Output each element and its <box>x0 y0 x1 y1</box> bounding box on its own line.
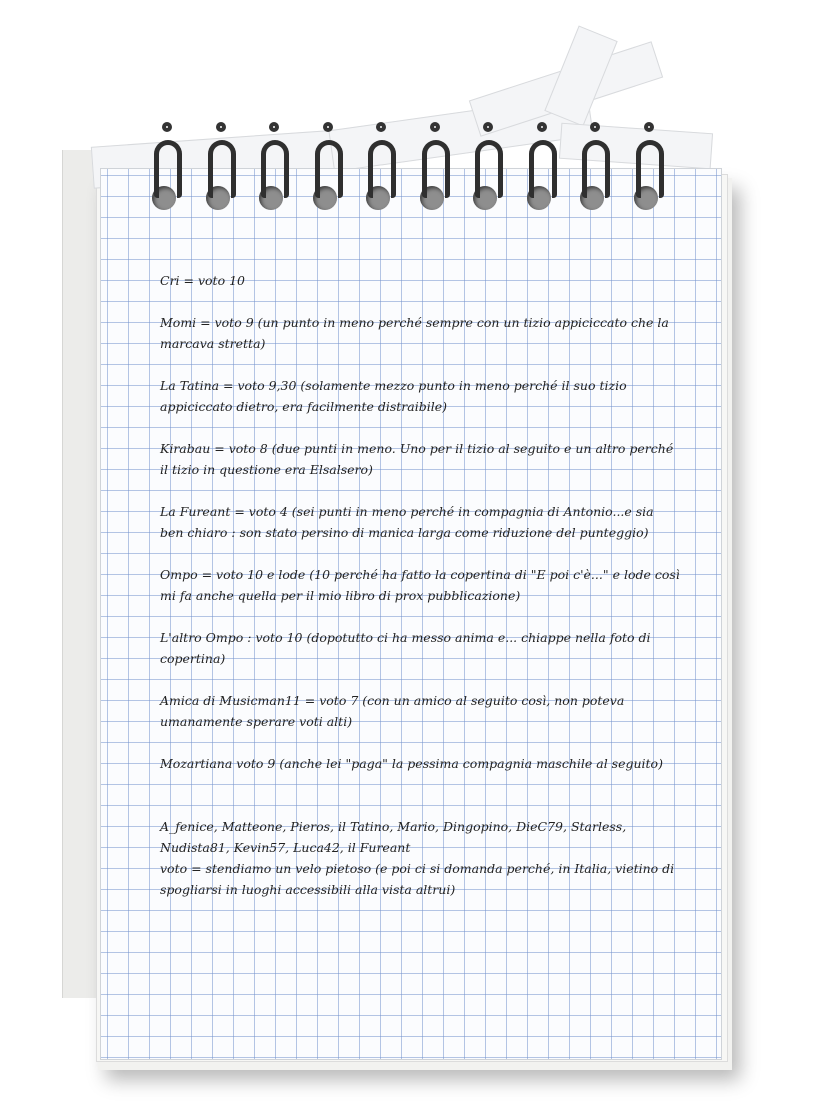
coil-loop <box>154 140 182 198</box>
coil-loop-back <box>430 122 440 132</box>
note-entry: L'altro Ompo : voto 10 (dopotutto ci ha messo anima e... chiappe nella foto di copertina) <box>160 630 651 666</box>
coil-loop <box>368 140 396 198</box>
spacer <box>160 795 680 816</box>
handwritten-notes <box>160 270 680 900</box>
note-entry: Mozartiana voto 9 (anche lei "paga" la pessima compagnia maschile al seguito) <box>160 756 663 771</box>
note-entry: Ompo = voto 10 e lode (10 perché ha fatto la copertina di "E poi c'è..." e lode così mi fa anche quella per il mio libro di prox pubblicazione) <box>160 567 680 603</box>
coil-loop <box>582 140 610 198</box>
note-entry: Momi = voto 9 (un punto in meno perché sempre con un tizio appiciccato che la marcava stretta) <box>160 315 669 351</box>
coil-loop <box>529 140 557 198</box>
final-names: A_fenice, Matteone, Pieros, il Tatino, Mario, Dingopino, DieC79, Starless, Nudista81, Kevin57, Luca42, il Fureant <box>160 819 627 855</box>
coil-loop <box>315 140 343 198</box>
final-verdict: voto = stendiamo un velo pietoso (e poi ci si domanda perché, in Italia, vietino di spogliarsi in luoghi accessibili alla vista altrui) <box>160 861 675 897</box>
note-entry: La Tatina = voto 9,30 (solamente mezzo punto in meno perché il suo tizio appiciccato dietro, era facilmente distraibile) <box>160 378 627 414</box>
coil-loop-back <box>376 122 386 132</box>
coil-loop <box>261 140 289 198</box>
coil-loop <box>636 140 664 198</box>
note-entry: La Fureant = voto 4 (sei punti in meno perché in compagnia di Antonio...e sia ben chiaro : son stato persino di manica larga come riduzione del punteggio) <box>160 504 654 540</box>
coil-loop-back <box>216 122 226 132</box>
coil-loop-back <box>537 122 547 132</box>
coil-loop <box>422 140 450 198</box>
note-entry: Kirabau = voto 8 (due punti in meno. Uno per il tizio al seguito e un altro perché il tizio in questione era Elsalsero) <box>160 441 674 477</box>
coil-loop-back <box>590 122 600 132</box>
note-entry: Amica di Musicman11 = voto 7 (con un amico al seguito così, non poteva umanamente sperare voti alti) <box>160 693 625 729</box>
coil-loop-back <box>269 122 279 132</box>
coil-loop-back <box>644 122 654 132</box>
coil-loop-back <box>483 122 493 132</box>
coil-loop <box>208 140 236 198</box>
note-entry: Cri = voto 10 <box>160 273 245 288</box>
coil-loop-back <box>323 122 333 132</box>
coil-loop <box>475 140 503 198</box>
coil-loop-back <box>162 122 172 132</box>
